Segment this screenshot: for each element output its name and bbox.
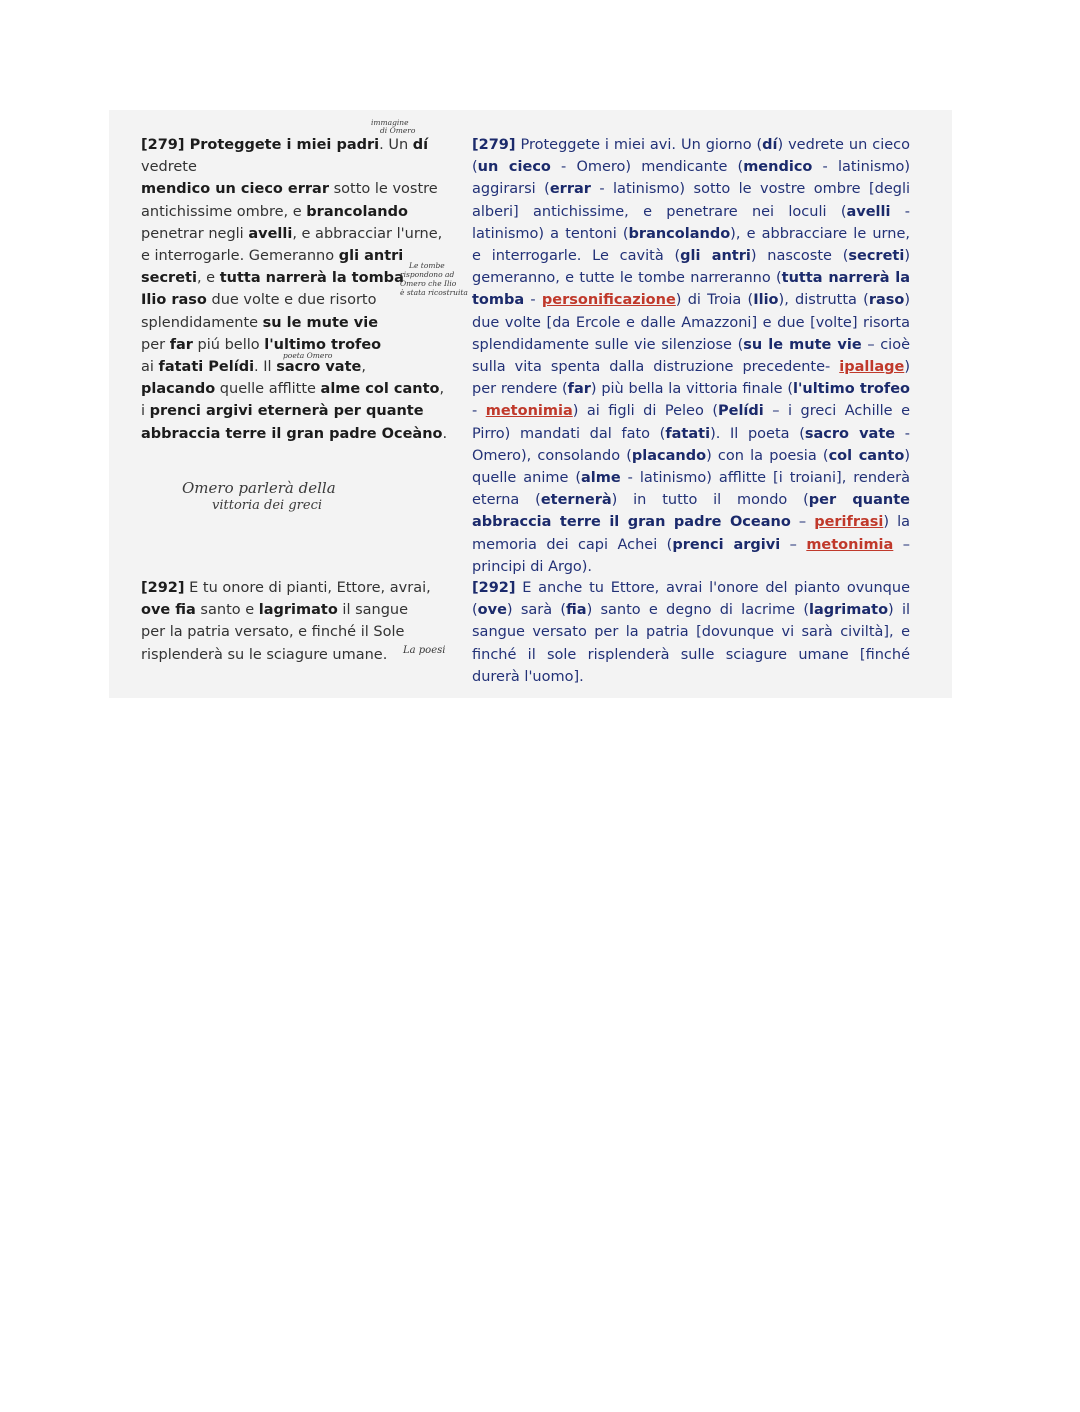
left-stanza-279: [279] Proteggete i miei padri. Un dí vedrete mendico un cieco errar sotto le vostre antichissime ombre, e brancolando penetrar negli avelli, e abbracciar l'urne, e interrogarle. Gemeranno gli antri secreti, e tutta narrerà la tomba Ilio raso due volte e due risorto splendidamente su le mute vie per far piú bello l'ultimo trofeo ai fatati Pelídi. Il sacro vate, placando quelle afflitte alme col canto, i prenci argivi eternerà per quante abbraccia terre il gran padre Oceàno. <box>141 137 448 442</box>
note-vittoria-greci: vittoria dei greci <box>212 498 323 513</box>
note-rispondono: rispondono ad <box>400 270 455 279</box>
note-omero-parlera: Omero parlerà della <box>182 479 336 497</box>
note-di-omero: di Omero <box>380 126 416 135</box>
note-le-tombe: Le tombe <box>409 261 445 270</box>
right-paraphrase-279: [279] Proteggete i miei avi. Un giorno (dí) vedrete un cieco (un cieco - Omero) mendicante (mendico - latinismo) aggirarsi (errar - latinismo) sotto le vostre ombre [degli alberi] antichissime, e penetrare nei loculi (avelli - latinismo) a tentoni (brancolando), e abbracciare le urne, e interrogarle. Le cavità (gli antri) nascoste (secreti) gemeranno, e tutte le tombe narreranno (tutta narrerà la tomba - personificazione) di Troia (Ilio), distrutta (raso) due volte [da Ercole e dalle Amazzoni] e due [volte] risorta splendidamente sulle vie silenziose (su le mute vie – cioè sulla vita spenta dalla distruzione precedente- ipallage) per rendere (far) più bella la vittoria finale (l'ultimo trofeo - metonimia) ai figli di Peleo (Pelídi – i greci Achille e Pirro) mandati dal fato (fatati). Il poeta (sacro vate - Omero), consolando (placando) con la poesia (col canto) quelle anime (alme - latinismo) afflitte [i troiani], renderà eterna (eternerà) in tutto il mondo (per quante abbraccia terre il gran padre Oceano – perifrasi) la memoria dei capi Achei (prenci argivi – metonimia – principi di Argo). <box>472 137 911 575</box>
figure-personificazione: personificazione <box>541 292 676 309</box>
left-stanza-292: [292] E tu onore di pianti, Ettore, avrai, ove fia santo e lagrimato il sangue per la patria versato, e finché il Sole risplenderà su le sciagure umane. <box>141 580 431 663</box>
figure-metonimia: metonimia <box>485 403 573 420</box>
figure-metonimia-2: metonimia <box>806 536 894 553</box>
note-immagine: immagine <box>371 118 409 127</box>
note-poeta-omero: poeta Omero <box>283 351 333 360</box>
figure-perifrasi: perifrasi <box>814 514 884 531</box>
note-la-poesia: La poesi <box>403 645 446 656</box>
right-paraphrase-292: [292] E anche tu Ettore, avrai l'onore del pianto ovunque (ove) sarà (fia) santo e degno di lacrime (lagrimato) il sangue versato per la patria [dovunque vi sarà civiltà], e finché il sole risplenderà sulle sciagure umane [finché durerà l'uomo]. <box>472 580 911 685</box>
note-ricostruita: è stata ricostruita <box>400 288 468 297</box>
note-omero-ilio: Omero che Ilio <box>400 279 457 288</box>
figure-ipallage: ipallage <box>839 359 905 376</box>
